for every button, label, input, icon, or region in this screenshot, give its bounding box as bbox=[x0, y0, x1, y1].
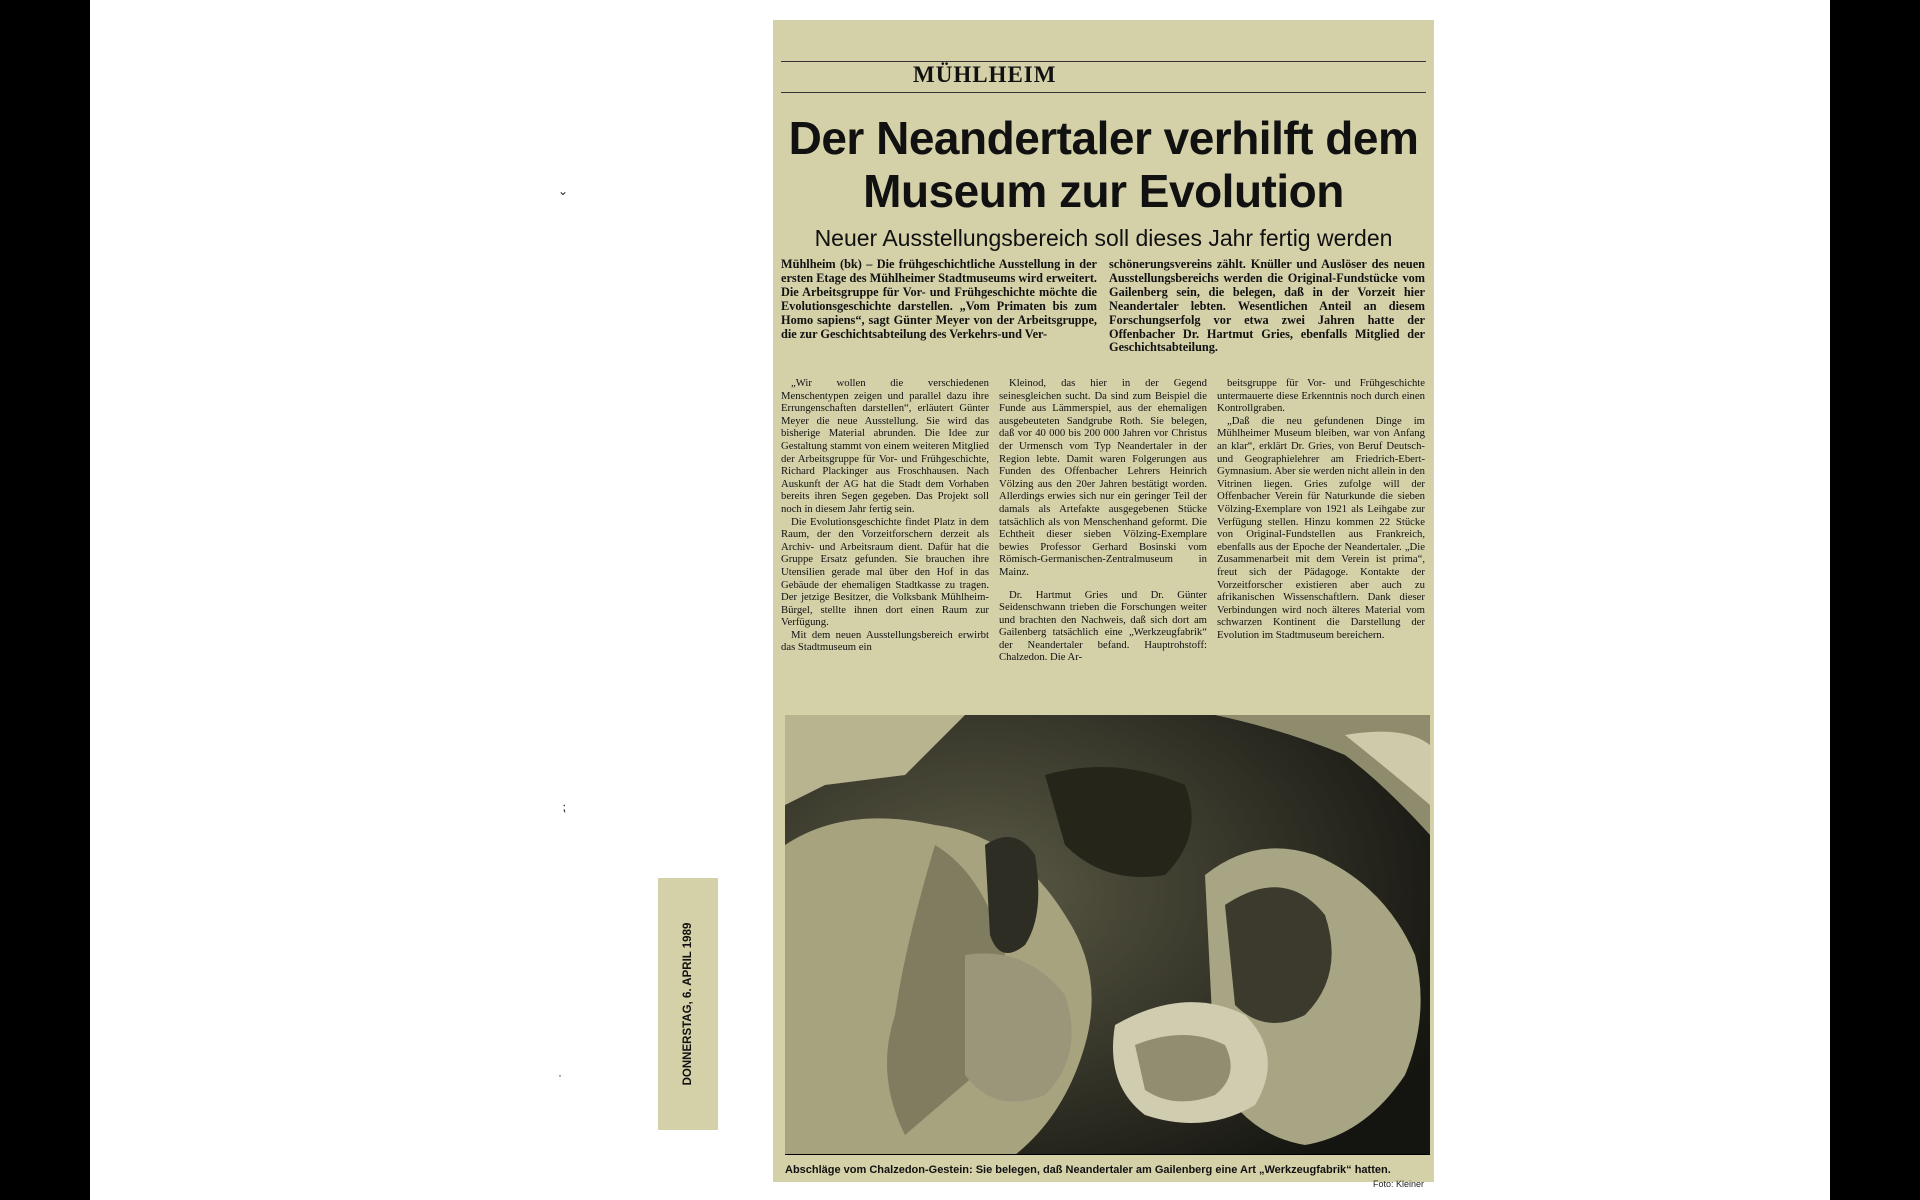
section-label: MÜHLHEIM bbox=[913, 62, 1057, 87]
paragraph: „Wir wollen die verschiedenen Menschentypen zeigen und parallel dazu ihre Errungenschaften darstellen“, erläutert Günter Meyer die neue Ausstellung. Sie wird das bisherige Material abrunden. Die Idee zur Gestaltung stammt von einem weiteren Mitglied der Arbeitsgruppe für Vor- und Frühgeschichte, Richard Plackinger aus Froschhausen. Nach Auskunft der AG hat die Stadt dem Vorhaben bereits ihren Segen gegeben. Das Projekt soll noch in diesem Jahr fertig sein. bbox=[781, 377, 989, 515]
paragraph: beitsgruppe für Vor- und Frühgeschichte untermauerte diese Erkenntnis noch durch einen Kontrollgraben. bbox=[1217, 377, 1425, 415]
headline: Der Neandertaler verhilft dem Museum zur Evolution bbox=[788, 112, 1419, 217]
lead-paragraph-right: schönerungsvereins zählt. Knüller und Auslöser des neuen Ausstellungsbereichs werden die Original-Fundstücke vom Gailenberg sein, die belegen, daß in der Vorzeit hier Neandertaler lebten. Wesentlichen Anteil an diesem Forschungserfolg vor etwa zwei Jahren hatte der Offenbacher Dr. Hartmut Gries, ebenfalls Mitglied der Geschichtsabteilung. bbox=[1109, 257, 1425, 355]
paragraph: Kleinod, das hier in der Gegend seinesgleichen sucht. Da sind zum Beispiel die Funde aus Lämmerspiel, aus der ehemaligen ausgebeuteten Sandgrube Roth. Sie belegen, daß vor 40 000 bis 200 000 Jahren vor Christus der Urmensch vom Typ Neandertaler in der Region lebte. Damit waren Folgerungen aus Funden des Offenbacher Lehrers Heinrich Völzing aus den 20er Jahren bestätigt worden. Allerdings erwies sich nur ein geringer Teil der damals als Artefakte ausgegebenen Stücke tatsächlich als von Menschenhand geformt. Die Echtheit dieser sieben Völzing-Exemplare bewies Professor Gerhard Bosinski vom Römisch-Germanischen-Zentralmuseum in Mainz. bbox=[999, 377, 1207, 578]
paragraph: Die Evolutionsgeschichte findet Platz in dem Raum, der den Vorzeitforschern derzeit als Archiv- und Arbeitsraum dient. Dafür hat die Gruppe Ersatz gefunden. Sie brauchen ihre Utensilien gerade mal über den Hof in das Gebäude der ehemaligen Stadtkasse zu tragen. Der jetzige Besitzer, die Volksbank Mühlheim-Bürgel, stellte ihnen dort einen Raum zur Verfügung. bbox=[781, 515, 989, 629]
scan-mark: ⁏ bbox=[562, 800, 567, 814]
section-rule-bottom bbox=[781, 92, 1426, 93]
photo-caption: Abschläge vom Chalzedon-Gestein: Sie belegen, daß Neandertaler am Gailenberg eine Art „Werkzeugfabrik“ hatten. bbox=[785, 1164, 1391, 1176]
scan-page bbox=[90, 0, 1830, 1200]
lead-paragraph-left: Mühlheim (bk) – Die frühgeschichtliche Ausstellung in der ersten Etage des Mühlheimer Stadtmuseums wird erweitert. Die Arbeitsgruppe für Vor- und Frühgeschichte möchte die Evolutionsgeschichte darstellen. „Vom Primaten bis zum Homo sapiens“, sagt Günter Meyer von der Arbeitsgruppe, die zur Geschichtsabteilung des Verkehrs-und Ver- bbox=[781, 257, 1097, 341]
paragraph: Dr. Hartmut Gries und Dr. Günter Seidenschwann trieben die Forschungen weiter und brachten den Nachweis, daß sich dort am Gailenberg tatsächlich eine „Werkzeugfabrik“ der Neandertaler befand. Hauptrohstoff: Chalzedon. Die Ar- bbox=[999, 588, 1207, 664]
scan-mark: · bbox=[558, 1068, 562, 1082]
photo-credit: Foto: Kleiner bbox=[1372, 1179, 1424, 1189]
scan-mark: ⌄ bbox=[558, 184, 569, 198]
date-label: DONNERSTAG, 6. APRIL 1989 bbox=[682, 922, 694, 1086]
section-rule-top bbox=[781, 61, 1426, 62]
photo-hands-holding-chalcedon-stones bbox=[785, 715, 1430, 1155]
newspaper-clipping bbox=[773, 20, 1434, 1189]
body-column-2 bbox=[999, 377, 1207, 664]
subheadline: Neuer Ausstellungsbereich soll dieses Jahr fertig werden bbox=[814, 225, 1393, 251]
body-column-3 bbox=[1217, 377, 1425, 641]
paragraph: Mit dem neuen Ausstellungsbereich erwirbt das Stadtmuseum ein bbox=[781, 628, 989, 654]
paragraph: „Daß die neu gefundenen Dinge im Mühlheimer Museum bleiben, war von Anfang an klar“, erklärt Dr. Gries, von Beruf Deutsch- und Geographielehrer am Friedrich-Ebert-Gymnasium. Aber sie werden nicht allein in den Vitrinen liegen. Gries zufolge will der Offenbacher Verein für Naturkunde die sieben Völzing-Exemplare von 1921 als Leihgabe zur Verfügung stellen. Hinzu kommen 22 Stücke von Original-Fundstellen aus Frankreich, ebenfalls aus der Epoche der Neandertaler. „Die Zusammenarbeit mit dem Verein ist prima“, freut sich der Pädagoge. Kontakte der Vorzeitforscher existieren aber auch zu afrikanischen Wissenschaftlern. Dank dieser Verbindungen wird noch älteres Material vom schwarzen Kontinent die Darstellung der Evolution im Stadtmuseum bereichern. bbox=[1217, 414, 1425, 641]
body-column-1 bbox=[781, 377, 989, 654]
date-strip bbox=[658, 878, 718, 1130]
